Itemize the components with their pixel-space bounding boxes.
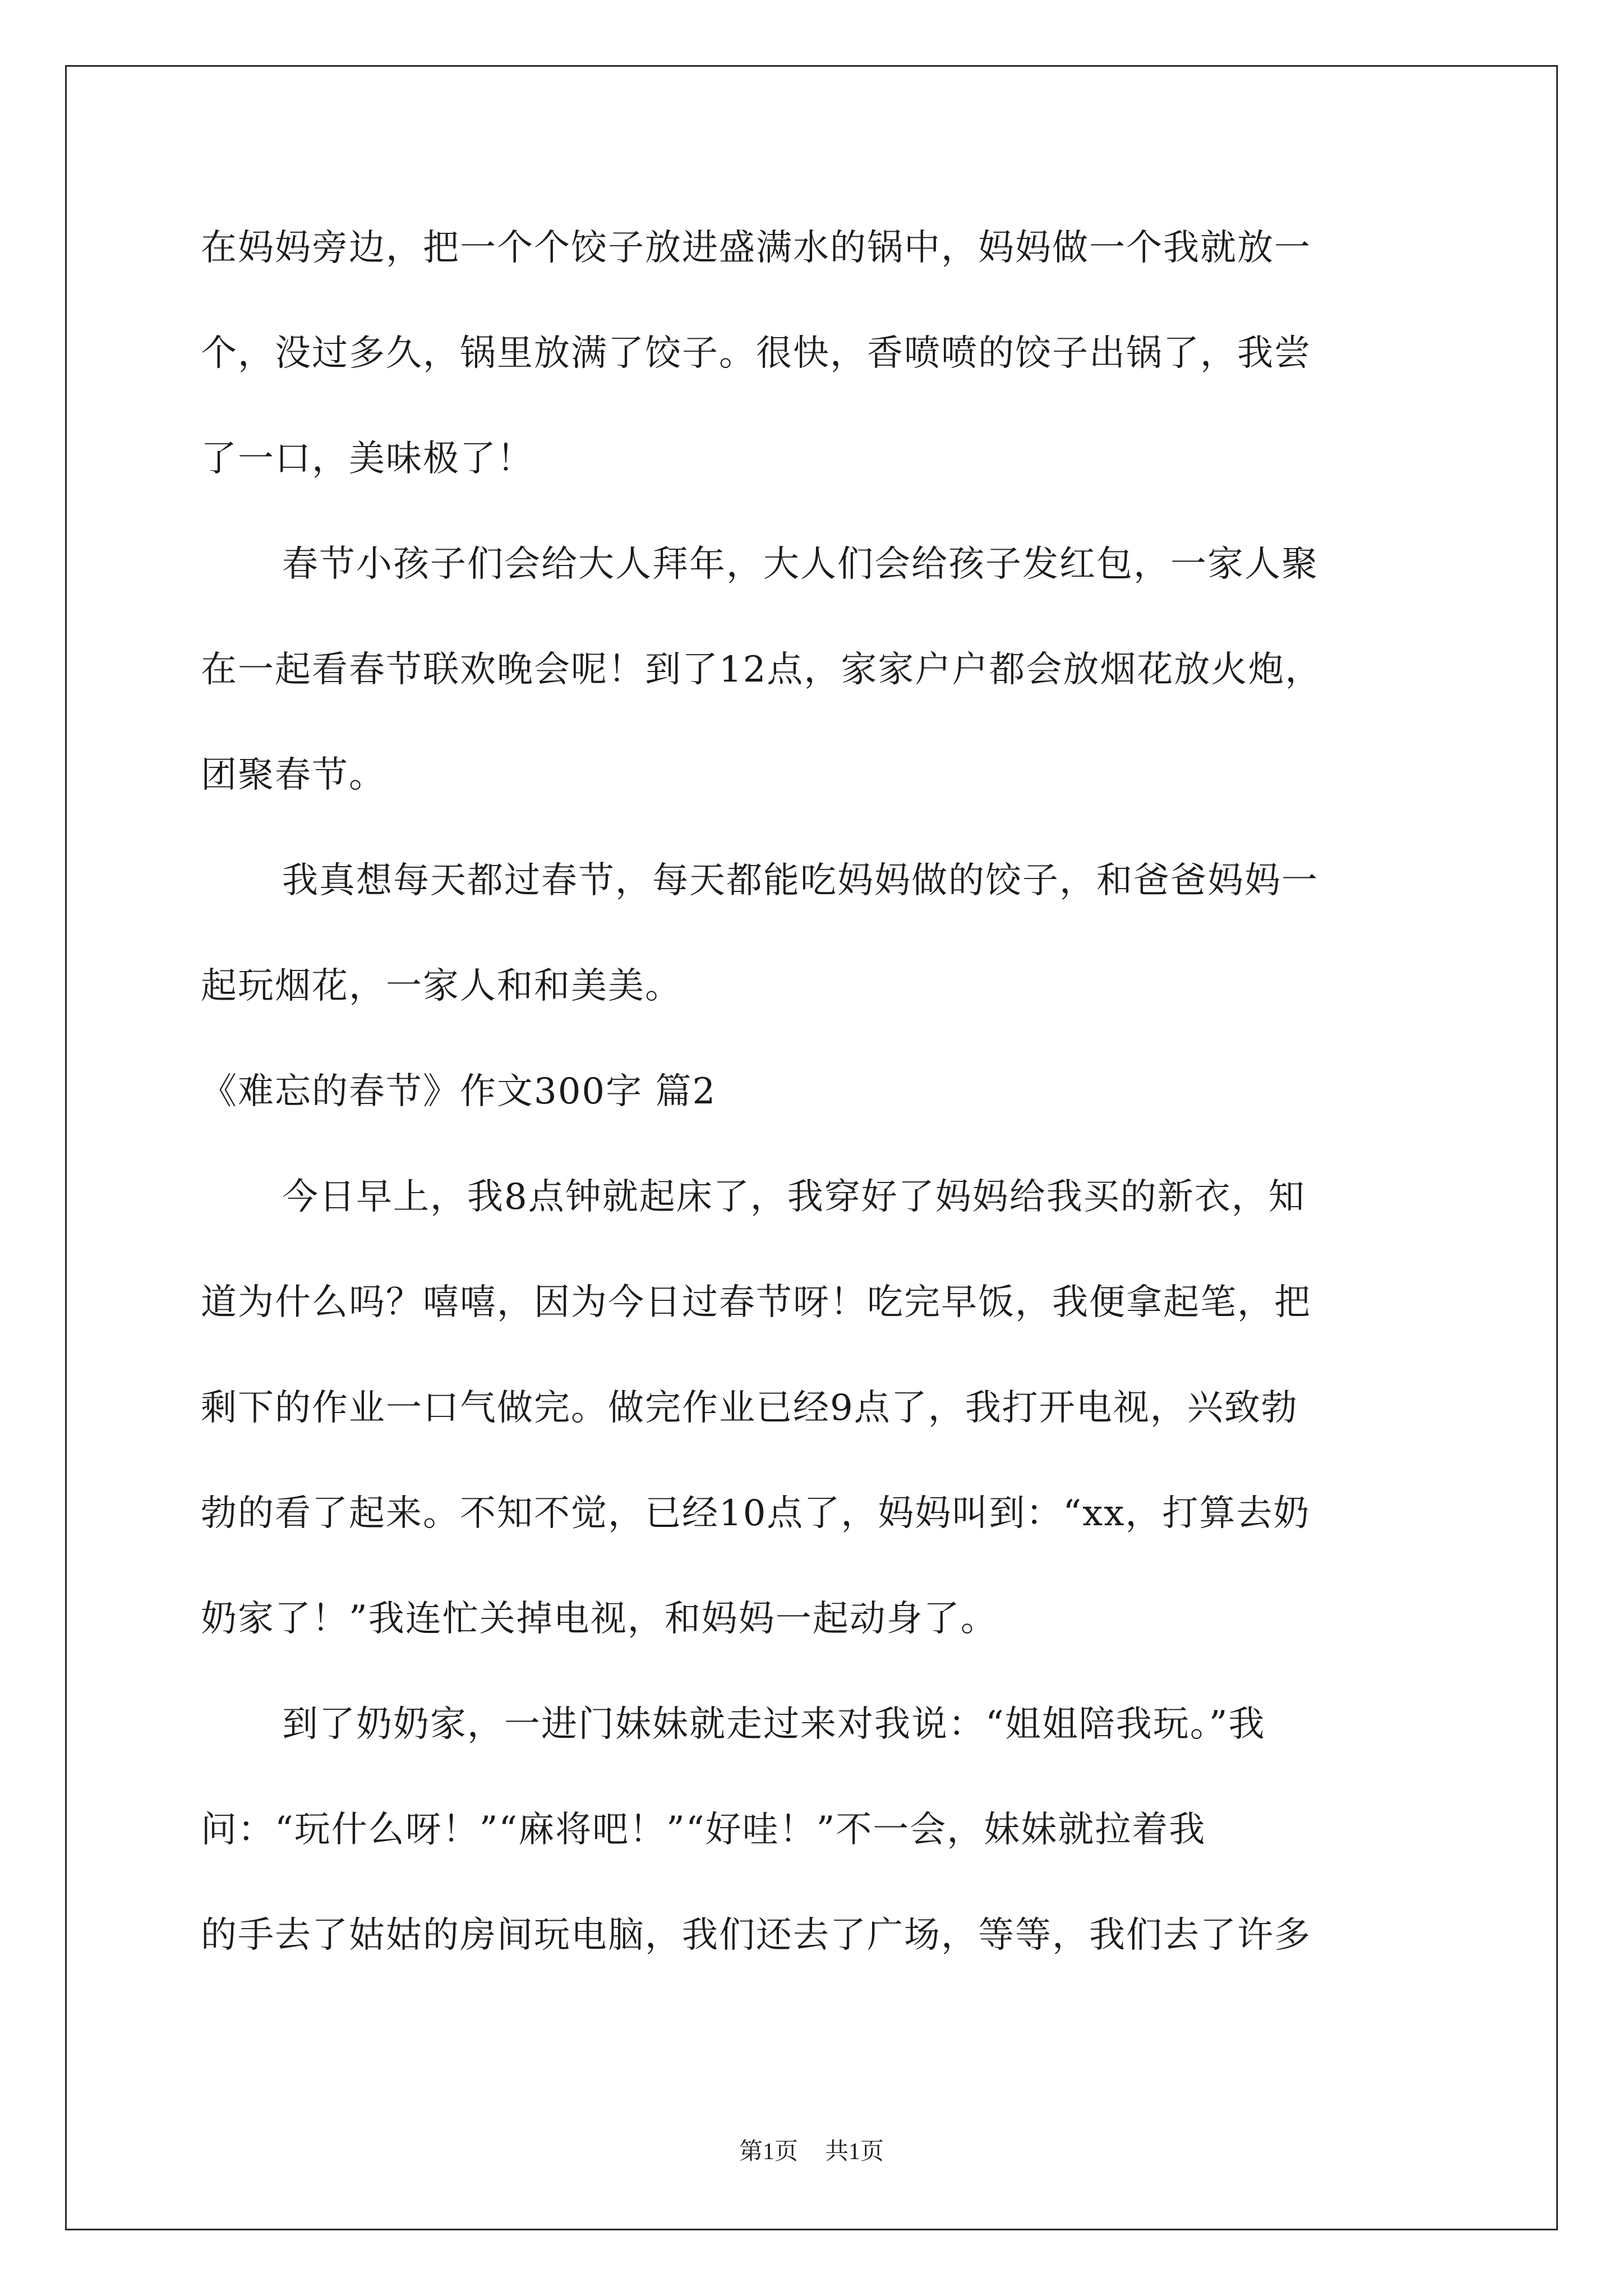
page-number: 第1页 <box>739 2139 798 2165</box>
text-line: 勃的看了起来。不知不觉，已经10点了，妈妈叫到：“xx，打算去奶 <box>201 1493 1311 1534</box>
paragraph-start-line: 到了奶奶家，一进门妹妹就走过来对我说：“姐姐陪我玩。”我 <box>282 1704 1266 1745</box>
paragraph-start-line: 我真想每天都过春节，每天都能吃妈妈做的饺子，和爸爸妈妈一 <box>282 860 1318 901</box>
text-line: 问：“玩什么呀！”“麻将吧！”“好哇！”不一会，妹妹就拉着我 <box>201 1809 1206 1851</box>
section-heading: 《难忘的春节》作文300字 篇2 <box>201 1071 717 1112</box>
paragraph-start-line: 今日早上，我8点钟就起床了，我穿好了妈妈给我买的新衣，知 <box>282 1176 1306 1218</box>
text-line: 团聚春节。 <box>201 754 386 796</box>
text-line: 个，没过多久，锅里放满了饺子。很快，香喷喷的饺子出锅了，我尝 <box>201 333 1311 374</box>
page-footer <box>0 2133 1623 2166</box>
text-line: 剩下的作业一口气做完。做完作业已经9点了，我打开电视，兴致勃 <box>201 1387 1298 1429</box>
text-line: 在妈妈旁边，把一个个饺子放进盛满水的锅中，妈妈做一个我就放一 <box>201 227 1311 269</box>
page-total: 共1页 <box>825 2139 884 2165</box>
text-line: 在一起看春节联欢晚会呢！到了12点，家家户户都会放烟花放火炮， <box>201 649 1322 691</box>
text-line: 的手去了姑姑的房间玩电脑，我们还去了广场，等等，我们去了许多 <box>201 1915 1311 1956</box>
text-line: 道为什么吗？嘻嘻，因为今日过春节呀！吃完早饭，我便拿起笔，把 <box>201 1282 1311 1323</box>
text-line: 起玩烟花，一家人和和美美。 <box>201 965 682 1007</box>
document-body <box>201 218 1491 2010</box>
paragraph-start-line: 春节小孩子们会给大人拜年，大人们会给孩子发红包，一家人聚 <box>282 544 1318 585</box>
text-line: 奶家了！”我连忙关掉电视，和妈妈一起动身了。 <box>201 1598 998 1640</box>
text-line: 了一口，美味极了！ <box>201 438 534 480</box>
